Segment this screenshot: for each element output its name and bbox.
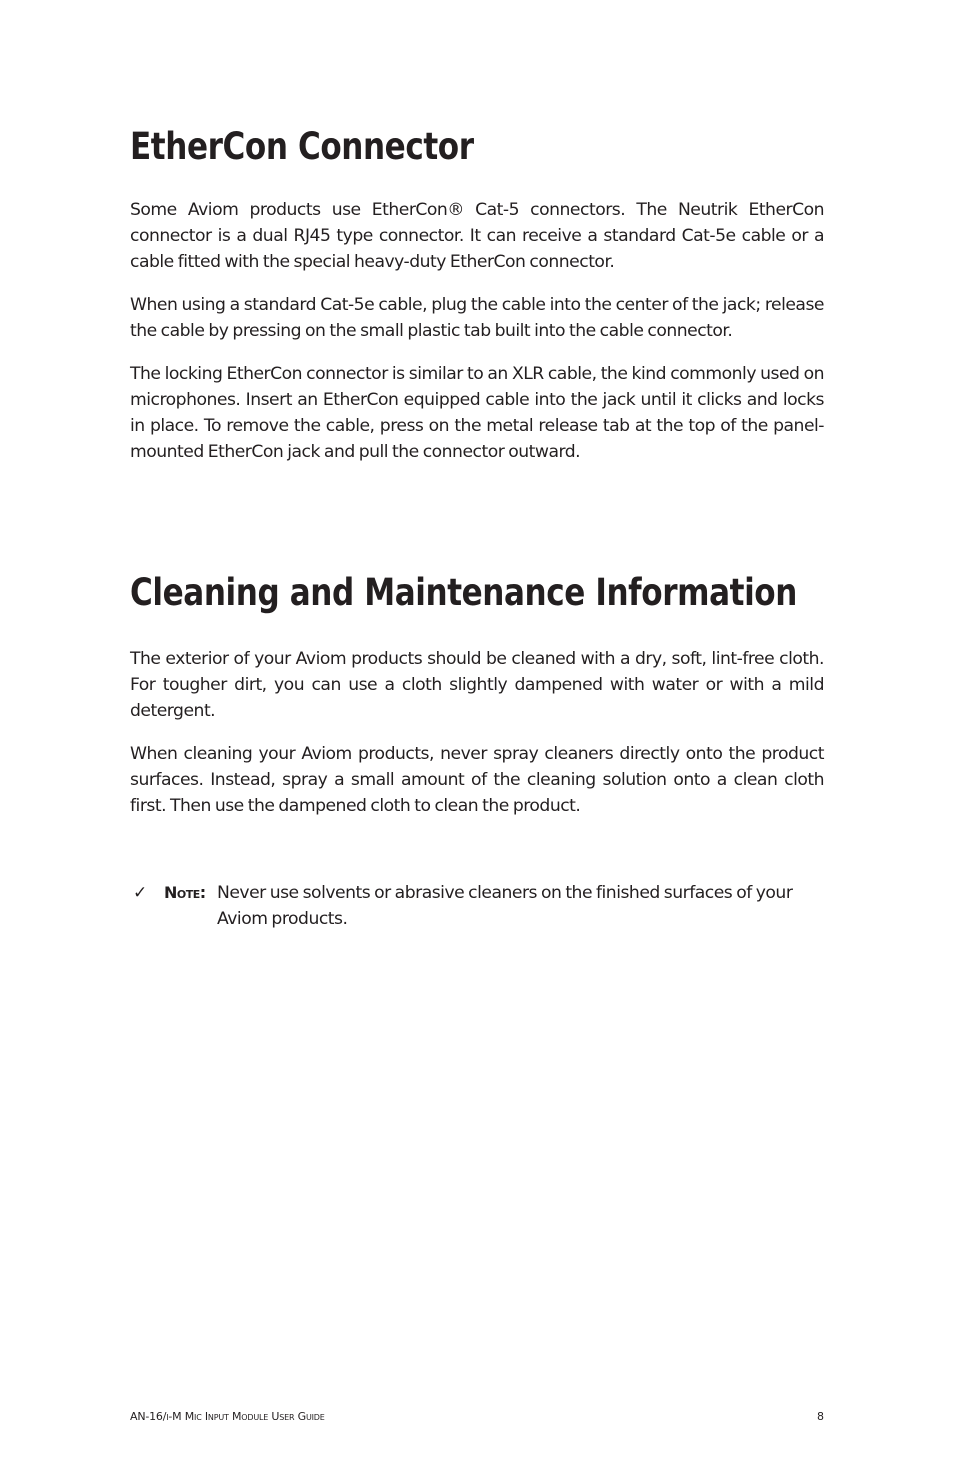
footer-document-title: AN-16/i-M Mic Input Module User Guide bbox=[130, 1410, 325, 1423]
note-text: Never use solvents or abrasive cleaners on the finished surfaces of your Aviom products. bbox=[217, 883, 793, 929]
paragraph: The locking EtherCon connector is similar to an XLR cable, the kind commonly used on microphones. Insert an EtherCon equipped cable into the jack until it clicks and locks in place. To remove the cable, press on the metal release tab at the top of the panel-mounted EtherCon jack and pull the connector outward. bbox=[130, 364, 824, 462]
section-ethercon-connector bbox=[130, 125, 824, 465]
paragraph: The exterior of your Aviom products should be cleaned with a dry, soft, lint-free cloth. For tougher dirt, you can use a cloth slightly dampened with water or with a mild detergent. bbox=[130, 649, 824, 721]
note-callout bbox=[133, 880, 833, 932]
paragraph: Some Aviom products use EtherCon® Cat-5 connectors. The Neutrik EtherCon connector is a dual RJ45 type connector. It can receive a standard Cat-5e cable or a cable fitted with the special heavy-duty EtherCon connector. bbox=[130, 200, 824, 272]
section-heading: EtherCon Connector bbox=[130, 125, 474, 168]
paragraph: When cleaning your Aviom products, never spray cleaners directly onto the product surfaces. Instead, spray a small amount of the cleaning solution onto a clean cloth first. Then use the dampened cloth to clean the product. bbox=[130, 744, 824, 816]
section-cleaning-maintenance bbox=[130, 571, 824, 819]
paragraph: When using a standard Cat-5e cable, plug the cable into the center of the jack; release the cable by pressing on the small plastic tab built into the cable connector. bbox=[130, 295, 824, 341]
page-number: 8 bbox=[817, 1410, 824, 1423]
checkmark-icon: ✓ bbox=[133, 883, 147, 903]
section-heading: Cleaning and Maintenance Information bbox=[130, 571, 797, 614]
note-label: Note: bbox=[164, 883, 206, 902]
